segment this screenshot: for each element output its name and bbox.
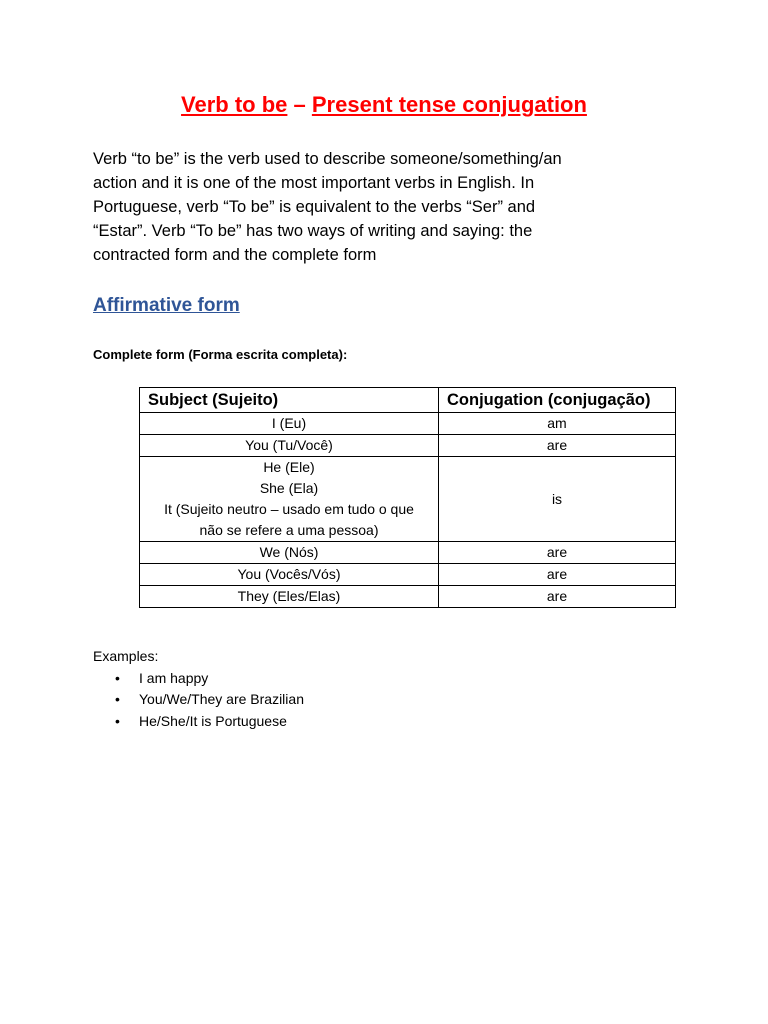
subject-line: She (Ela)	[259, 480, 319, 496]
page-title	[0, 90, 768, 120]
cell-verb: are	[439, 586, 676, 608]
table-row	[140, 564, 676, 586]
intro-line: contracted form and the complete form	[93, 246, 377, 264]
header-conjugation: Conjugation (conjugação)	[439, 388, 676, 413]
bullet-icon: •	[115, 669, 120, 686]
subject-line: It (Sujeito neutro – usado em tudo o que não se refere a uma pessoa)	[164, 501, 414, 538]
bullet-icon: •	[115, 712, 120, 729]
cell-subject: I (Eu)	[140, 413, 439, 435]
header-subject: Subject (Sujeito)	[140, 388, 439, 413]
cell-subject: They (Eles/Elas)	[140, 586, 439, 608]
example-text: He/She/It is Portuguese	[139, 712, 287, 729]
table-row	[140, 413, 676, 435]
title-part-2: Present tense conjugation	[311, 92, 587, 117]
list-item	[93, 711, 304, 733]
conjugation-table	[139, 387, 676, 608]
example-text: I am happy	[139, 669, 209, 686]
table-row	[140, 435, 676, 457]
title-part-1: Verb to be	[181, 92, 288, 117]
intro-line: “Estar”. Verb “To be” has two ways of writing and saying: the	[93, 222, 533, 240]
table-row	[140, 542, 676, 564]
subheading-complete-form: Complete form (Forma escrita completa):	[93, 347, 348, 362]
section-heading-affirmative: Affirmative form	[93, 295, 240, 316]
cell-subject: You (Tu/Você)	[140, 435, 439, 457]
intro-paragraph	[93, 147, 693, 267]
table-row	[140, 457, 676, 542]
cell-subject-multi	[140, 457, 439, 542]
cell-subject: You (Vocês/Vós)	[140, 564, 439, 586]
cell-verb: are	[439, 435, 676, 457]
example-text: You/We/They are Brazilian	[139, 691, 304, 707]
examples-list	[93, 668, 304, 733]
table-row	[140, 586, 676, 608]
list-item	[93, 689, 304, 711]
cell-verb: is	[439, 457, 676, 542]
examples-section	[93, 646, 304, 732]
examples-label: Examples:	[93, 648, 159, 664]
table-header-row	[140, 388, 676, 413]
subject-line: He (Ele)	[263, 459, 315, 475]
intro-line: Verb “to be” is the verb used to describe someone/something/an	[93, 150, 562, 168]
cell-verb: are	[439, 542, 676, 564]
cell-verb: are	[439, 564, 676, 586]
cell-verb: am	[439, 413, 676, 435]
intro-line: Portuguese, verb “To be” is equivalent to the verbs “Ser” and	[93, 198, 536, 216]
list-item	[93, 668, 304, 690]
bullet-icon: •	[115, 691, 120, 707]
intro-line: action and it is one of the most important verbs in English. In	[93, 174, 535, 192]
title-separator: –	[287, 92, 312, 117]
cell-subject: We (Nós)	[140, 542, 439, 564]
